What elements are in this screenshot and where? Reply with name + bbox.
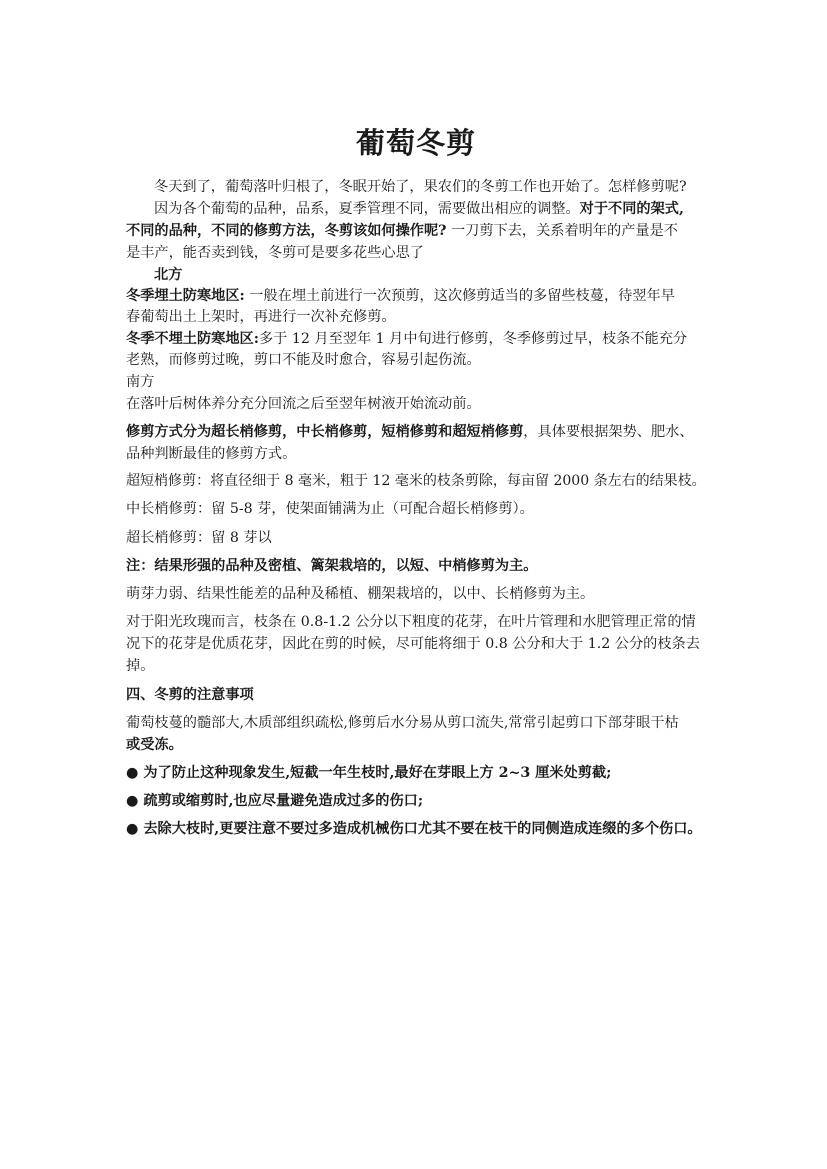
rose-line-2: 况下的花芽是优质花芽，因此在剪的时候，尽可能将细于 0.8 公分和大于 1.2 公分的枝条去 [126,636,700,652]
mid-long-pruning: 中长梢修剪：留 5-8 芽，使架面铺满为止（可配合超长梢修剪）。 [126,501,534,517]
rose-line-3: 掉。 [126,658,155,674]
north-heading: 北方 [154,267,183,283]
north-buried-line-2: 春葡萄出土上架时，再进行一次补充修剪。 [126,309,396,325]
south-text: 在落叶后树体养分充分回流之后至翌年树液开始流动前。 [126,396,481,412]
intro-line-2: 因为各个葡萄的品种，品系，夏季管理不同，需要做出相应的调整。对于不同的架式, [154,201,684,217]
precautions-line-2: 或受冻。 [126,737,183,753]
bullet-1: ● 为了防止这种现象发生,短截一年生枝时,最好在芽眼上方 2~3 厘米处剪截; [126,765,612,781]
north-unburied-line-2: 老熟，而修剪过晚，剪口不能及时愈合，容易引起伤流。 [126,352,481,368]
page-title: 葡萄冬剪 [355,126,476,160]
south-heading: 南方 [126,374,155,390]
bullet-3: ● 去除大枝时,更要注意不要过多造成机械伤口尤其不要在枝干的同侧造成连缀的多个伤口。 [126,821,702,837]
ultra-short-pruning: 超短梢修剪：将直径细于 8 毫米，粗于 12 毫米的枝条剪除，每亩留 2000 条左右的结果枝。 [126,473,706,489]
precautions-line-1: 葡萄枝蔓的髓部大,木质部组织疏松,修剪后水分易从剪口流失,常常引起剪口下部芽眼干枯 [126,715,679,731]
intro-line-1: 冬天到了，葡萄落叶归根了，冬眠开始了，果农们的冬剪工作也开始了。怎样修剪呢? [154,179,687,195]
precautions-heading: 四、冬剪的注意事项 [126,687,254,703]
methods-line-2: 品种判断最佳的修剪方式。 [126,446,297,462]
note-line: 注：结果形强的品种及密植、篱架栽培的，以短、中梢修剪为主。 [126,558,538,574]
weak-varieties-line: 萌芽力弱、结果性能差的品种及稀植、棚架栽培的，以中、长梢修剪为主。 [126,586,595,602]
methods-line-1: 修剪方式分为超长梢修剪，中长梢修剪，短梢修剪和超短梢修剪，具体要根据架势、肥水、 [126,424,694,440]
intro-line-3: 不同的品种，不同的修剪方法，冬剪该如何操作呢? 一刀剪下去，关系着明年的产量是不 [126,223,678,239]
north-buried-line-1: 冬季埋土防寒地区: 一般在埋土前进行一次预剪，这次修剪适当的多留些枝蔓，待翌年早 [126,288,675,304]
north-unburied-line-1: 冬季不埋土防寒地区:多于 12 月至翌年 1 月中旬进行修剪，冬季修剪过早，枝条不能充分 [126,331,688,347]
ultra-long-pruning: 超长梢修剪：留 8 芽以 [126,530,272,546]
intro-line-4: 是丰产，能否卖到钱，冬剪可是要多花些心思了 [126,245,424,261]
bullet-2: ● 疏剪或缩剪时,也应尽量避免造成过多的伤口; [126,793,424,809]
rose-line-1: 对于阳光玫瑰而言，枝条在 0.8-1.2 公分以下粗度的花芽，在叶片管理和水肥管理正常的情 [126,614,696,630]
